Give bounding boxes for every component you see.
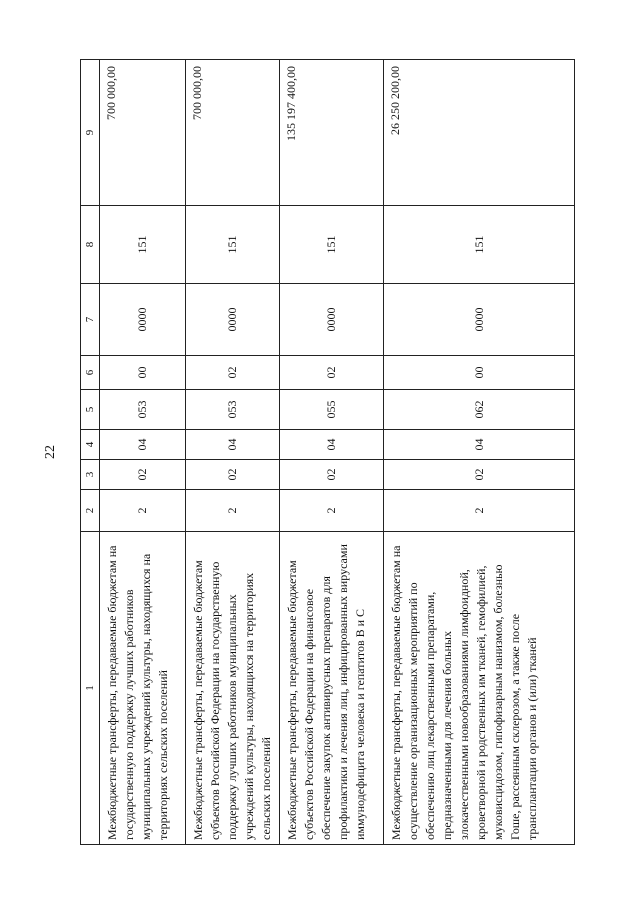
row-description: Межбюджетные трансферты, передаваемые бюджетам субъектов Российской Федерации на государственную поддержку лучших работников муниципальных учреждений культуры, находящихся на территориях сельских поселений	[186, 532, 280, 845]
row-description: Межбюджетные трансферты, передаваемые бюджетам на осуществление организационных мероприятий по обеспечению лиц лекарственными препаратами, предназначенными для лечения больных злокачественными новообразованиями лимфоидной, кроветворной и родственных им тканей, гемофилией, муковисцидозом, гипофизарным нанизмом, болезнью Гоше, рассеянным склерозом, а также после трансплантации органов и (или) тканей	[384, 532, 575, 845]
column-header: 9	[81, 60, 100, 206]
cell-code: 055	[280, 390, 384, 430]
cell-code: 04	[280, 430, 384, 460]
column-header: 8	[81, 206, 100, 284]
column-header: 3	[81, 460, 100, 490]
cell-code: 02	[280, 356, 384, 390]
column-header: 4	[81, 430, 100, 460]
cell-code: 02	[280, 460, 384, 490]
cell-code: 02	[100, 460, 186, 490]
cell-code: 0000	[100, 284, 186, 356]
cell-code: 0000	[186, 284, 280, 356]
cell-code: 151	[186, 206, 280, 284]
cell-code: 2	[186, 490, 280, 532]
cell-code: 151	[280, 206, 384, 284]
cell-amount: 135 197 400,00	[280, 60, 384, 206]
cell-code: 2	[100, 490, 186, 532]
table-row	[384, 60, 575, 845]
cell-amount: 26 250 200,00	[384, 60, 575, 206]
cell-code: 02	[186, 356, 280, 390]
cell-amount: 700 000,00	[100, 60, 186, 206]
row-description: Межбюджетные трансферты, передаваемые бюджетам на государственную поддержку лучших работников муниципальных учреждений культуры, находящихся на территориях сельских поселений	[100, 532, 186, 845]
cell-code: 00	[384, 356, 575, 390]
cell-code: 0000	[384, 284, 575, 356]
table-row	[100, 60, 186, 845]
cell-code: 053	[186, 390, 280, 430]
column-header: 1	[81, 532, 100, 845]
cell-code: 151	[384, 206, 575, 284]
column-header: 5	[81, 390, 100, 430]
cell-code: 2	[384, 490, 575, 532]
cell-amount: 700 000,00	[186, 60, 280, 206]
table-row	[186, 60, 280, 845]
cell-code: 062	[384, 390, 575, 430]
row-description: Межбюджетные трансферты, передаваемые бюджетам субъектов Российской Федерации на финансовое обеспечение закупок антивирусных препаратов для профилактики и лечения лиц, инфицированных вирусами иммунодефицита человека и гепатитов B и C	[280, 532, 384, 845]
cell-code: 0000	[280, 284, 384, 356]
column-header: 2	[81, 490, 100, 532]
cell-code: 2	[280, 490, 384, 532]
cell-code: 02	[186, 460, 280, 490]
column-header: 6	[81, 356, 100, 390]
cell-code: 00	[100, 356, 186, 390]
cell-code: 151	[100, 206, 186, 284]
header-row	[81, 60, 100, 845]
table-row	[280, 60, 384, 845]
cell-code: 04	[100, 430, 186, 460]
cell-code: 04	[384, 430, 575, 460]
cell-code: 02	[384, 460, 575, 490]
cell-code: 053	[100, 390, 186, 430]
cell-code: 04	[186, 430, 280, 460]
page-number: 22	[43, 445, 58, 459]
budget-table	[80, 59, 575, 845]
rotated-page-content	[80, 60, 565, 845]
column-header: 7	[81, 284, 100, 356]
